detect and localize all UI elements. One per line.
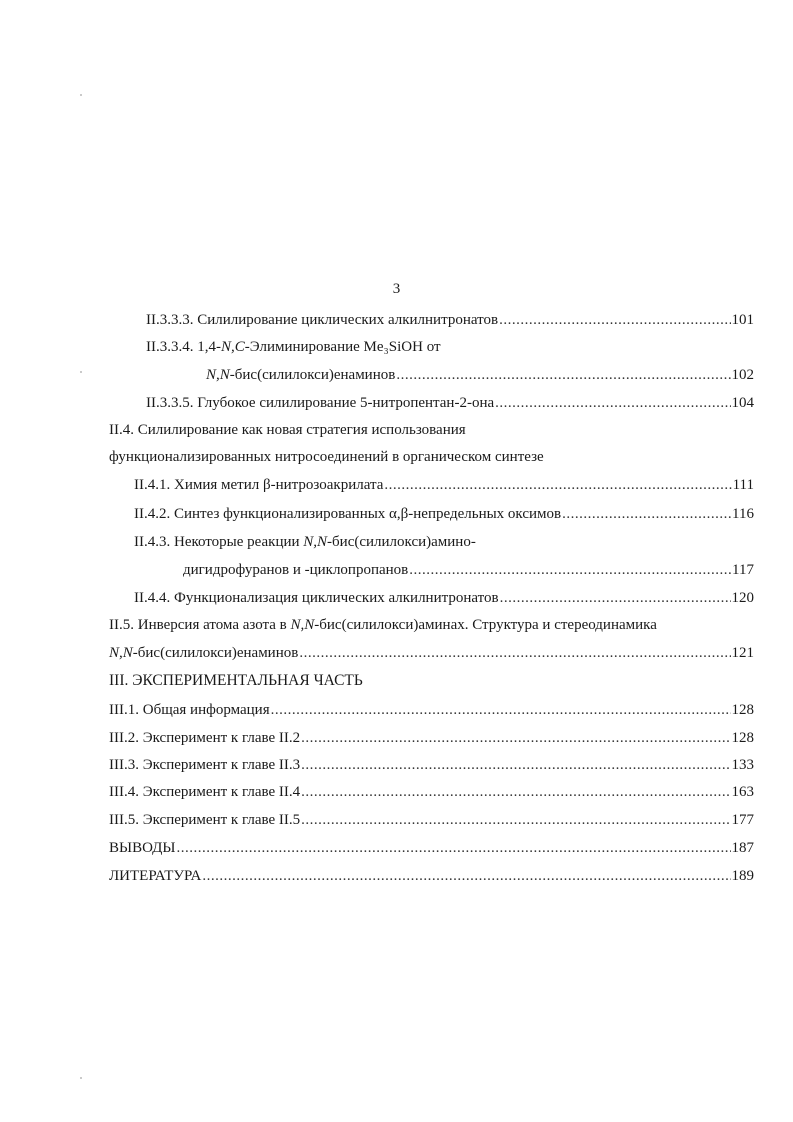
toc-leader: [299, 643, 730, 663]
toc-leader: [301, 810, 730, 830]
toc-leader: [301, 755, 730, 775]
toc-entry-page: 177: [731, 812, 754, 828]
toc-entry-title: II.3.3.4. 1,4-N,C-Элиминирование Me₃SiOH от: [146, 339, 441, 355]
toc-entry: [109, 615, 657, 635]
toc-entry-page: 117: [732, 562, 754, 578]
toc-leader: [202, 866, 730, 886]
toc-entry-title: III.4. Эксперимент к главе II.4: [109, 784, 301, 800]
toc-entry-title: III.1. Общая информация: [109, 702, 270, 718]
scan-speck: [80, 1077, 82, 1079]
toc-leader: [409, 560, 731, 580]
toc-entry-title: III.5. Эксперимент к главе II.5: [109, 812, 301, 828]
toc-entry-title: III.2. Эксперимент к главе II.2: [109, 730, 301, 746]
toc-entry: [134, 504, 754, 524]
toc-entry: [134, 475, 754, 495]
toc-entry-page: 187: [731, 840, 754, 856]
toc-entry-title: N,N-бис(силилокси)енаминов: [109, 645, 299, 661]
toc-entry-page: 116: [732, 506, 754, 522]
toc-entry: [134, 532, 476, 552]
toc-entry: [109, 700, 754, 720]
toc-entry: [146, 310, 754, 330]
scan-speck: [80, 371, 82, 373]
page-number: 3: [392, 281, 401, 297]
toc-leader: [301, 782, 730, 802]
toc-entry-page: 128: [731, 730, 754, 746]
toc-entry-title: II.4.2. Синтез функционализированных α,β-непредельных оксимов: [134, 506, 562, 522]
toc-entry: [134, 588, 754, 608]
toc-entry-page: 163: [731, 784, 754, 800]
toc-entry-title: II.4.3. Некоторые реакции N,N-бис(силилокси)амино-: [134, 534, 476, 550]
toc-entry: [146, 393, 754, 413]
toc-leader: [562, 504, 731, 524]
scan-speck: [80, 94, 82, 96]
toc-entry-title: II.4. Силилирование как новая стратегия использования: [109, 422, 466, 438]
toc-entry-title: ЛИТЕРАТУРА: [109, 868, 202, 884]
toc-entry-title: N,N-бис(силилокси)енаминов: [206, 367, 396, 383]
toc-entry-page: 104: [731, 395, 754, 411]
toc-entry-title: II.5. Инверсия атома азота в N,N-бис(силилокси)аминах. Структура и стереодинамика: [109, 617, 657, 633]
toc-entry-title: III. ЭКСПЕРИМЕНТАЛЬНАЯ ЧАСТЬ: [109, 672, 363, 689]
toc-entry-title: II.3.3.3. Силилирование циклических алкилнитронатов: [146, 312, 499, 328]
toc-entry-title: дигидрофуранов и -циклопропанов: [183, 562, 409, 578]
toc-entry: [109, 447, 544, 467]
toc-entry-page: 133: [731, 757, 754, 773]
toc-entry: [109, 755, 754, 775]
toc-leader: [499, 310, 730, 330]
toc-entry-title: III.3. Эксперимент к главе II.3: [109, 757, 301, 773]
toc-entry-page: 111: [732, 477, 754, 493]
toc-entry-page: 121: [731, 645, 754, 661]
toc-entry-page: 101: [731, 312, 754, 328]
toc-entry: [206, 365, 754, 385]
toc-leader: [301, 728, 730, 748]
toc-entry: [109, 810, 754, 830]
toc-entry: [109, 643, 754, 663]
toc-leader: [495, 393, 730, 413]
toc-entry-page: 120: [731, 590, 754, 606]
toc-entry-title: ВЫВОДЫ: [109, 840, 176, 856]
toc-leader: [177, 838, 731, 858]
toc-entry-title: II.3.3.5. Глубокое силилирование 5-нитропентан-2-она: [146, 395, 495, 411]
toc-entry: [109, 782, 754, 802]
toc-entry: [109, 838, 754, 858]
toc-leader: [384, 475, 731, 495]
toc-entry: [109, 420, 466, 440]
toc-leader: [396, 365, 730, 385]
toc-entry: [109, 728, 754, 748]
toc-entry-title: II.4.4. Функционализация циклических алкилнитронатов: [134, 590, 499, 606]
toc-entry-page: 189: [731, 868, 754, 884]
toc-entry: [146, 337, 441, 357]
toc-entry: [183, 560, 754, 580]
toc-entry: [109, 866, 754, 886]
toc-entry-page: 102: [731, 367, 754, 383]
toc-leader: [500, 588, 731, 608]
toc-leader: [271, 700, 731, 720]
toc-entry-title: функционализированных нитросоединений в органическом синтезе: [109, 449, 544, 465]
toc-entry-page: 128: [731, 702, 754, 718]
toc-section-heading: [109, 671, 363, 691]
toc-entry-title: II.4.1. Химия метил β-нитрозоакрилата: [134, 477, 384, 493]
